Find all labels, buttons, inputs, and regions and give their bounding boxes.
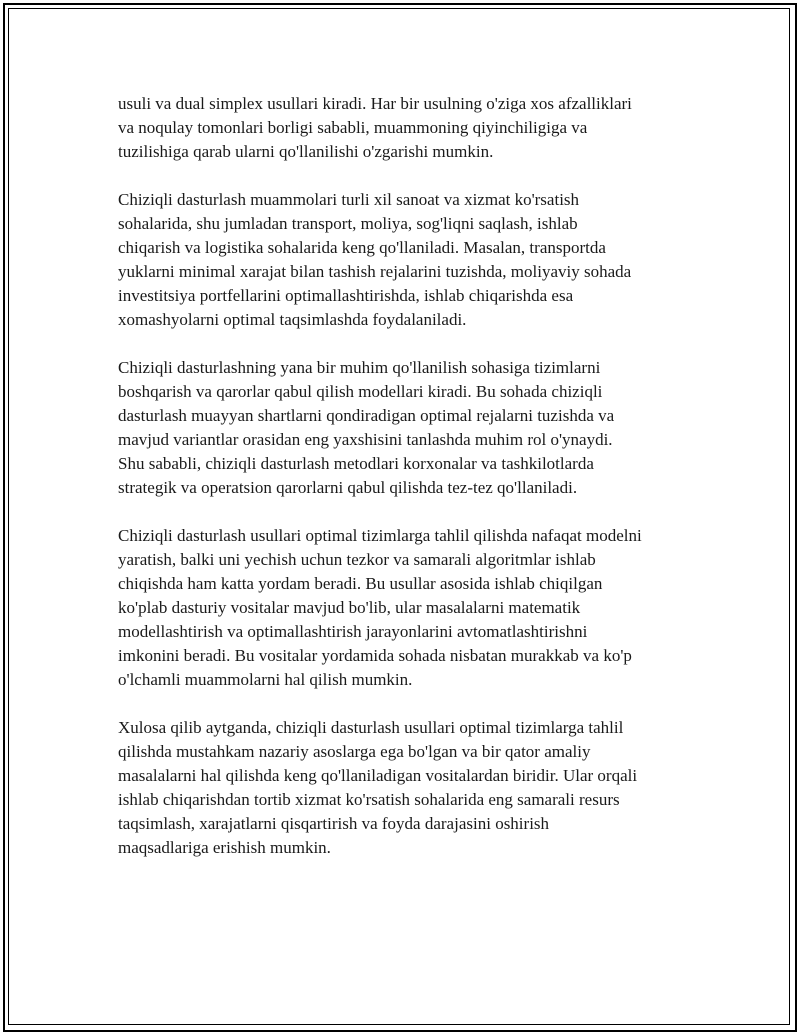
- text-line: investitsiya portfellarini optimallashtirishda, ishlab chiqarishda esa: [118, 286, 574, 305]
- text-line: chiqishda ham katta yordam beradi. Bu usullar asosida ishlab chiqilgan: [118, 574, 603, 593]
- text-line: usuli va dual simplex usullari kiradi. Har bir usulning o'ziga xos afzalliklari: [118, 94, 632, 113]
- text-line: Shu sababli, chiziqli dasturlash metodlari korxonalar va tashkilotlarda: [118, 454, 594, 473]
- text-line: masalalarni hal qilishda keng qo'llaniladigan vositalardan biridir. Ular orqali: [118, 766, 638, 785]
- paragraph-5: [118, 716, 698, 860]
- text-line: ishlab chiqarishdan tortib xizmat ko'rsatish sohalarida eng samarali resurs: [118, 790, 620, 809]
- text-line: Chiziqli dasturlashning yana bir muhim qo'llanilish sohasiga tizimlarni: [118, 358, 601, 377]
- text-line: modellashtirish va optimallashtirish jarayonlarini avtomatlashtirishni: [118, 622, 588, 641]
- text-line: va noqulay tomonlari borligi sababli, muammoning qiyinchiligiga va: [118, 118, 588, 137]
- text-line: qilishda mustahkam nazariy asoslarga ega bo'lgan va bir qator amaliy: [118, 742, 591, 761]
- text-line: ko'plab dasturiy vositalar mavjud bo'lib, ular masalalarni matematik: [118, 598, 581, 617]
- paragraph-4: [118, 524, 698, 692]
- text-line: chiqarish va logistika sohalarida keng qo'llaniladi. Masalan, transportda: [118, 238, 606, 257]
- text-line: dasturlash muayyan shartlarni qondiradigan optimal rejalarni tuzishda va: [118, 406, 615, 425]
- text-line: strategik va operatsion qarorlarni qabul qilishda tez-tez qo'llaniladi.: [118, 478, 578, 497]
- text-line: xomashyolarni optimal taqsimlashda foydalaniladi.: [118, 310, 467, 329]
- text-line: o'lchamli muammolarni hal qilish mumkin.: [118, 670, 413, 689]
- text-line: boshqarish va qarorlar qabul qilish modellari kiradi. Bu sohada chiziqli: [118, 382, 603, 401]
- text-line: yaratish, balki uni yechish uchun tezkor va samarali algoritmlar ishlab: [118, 550, 596, 569]
- paragraph-1: [118, 92, 698, 164]
- text-line: yuklarni minimal xarajat bilan tashish rejalarini tuzishda, moliyaviy sohada: [118, 262, 632, 281]
- text-line: sohalarida, shu jumladan transport, moliya, sog'liqni saqlash, ishlab: [118, 214, 578, 233]
- text-line: taqsimlash, xarajatlarni qisqartirish va foyda darajasini oshirish: [118, 814, 550, 833]
- document-body: [118, 92, 698, 884]
- text-line: maqsadlariga erishish mumkin.: [118, 838, 331, 857]
- text-line: Chiziqli dasturlash usullari optimal tizimlarga tahlil qilishda nafaqat modelni: [118, 526, 642, 545]
- paragraph-3: [118, 356, 698, 500]
- text-line: mavjud variantlar orasidan eng yaxshisini tanlashda muhim rol o'ynaydi.: [118, 430, 613, 449]
- text-line: Xulosa qilib aytganda, chiziqli dasturlash usullari optimal tizimlarga tahlil: [118, 718, 624, 737]
- paragraph-2: [118, 188, 698, 332]
- text-line: imkonini beradi. Bu vositalar yordamida sohada nisbatan murakkab va ko'p: [118, 646, 632, 665]
- text-line: Chiziqli dasturlash muammolari turli xil sanoat va xizmat ko'rsatish: [118, 190, 580, 209]
- text-line: tuzilishiga qarab ularni qo'llanilishi o'zgarishi mumkin.: [118, 142, 494, 161]
